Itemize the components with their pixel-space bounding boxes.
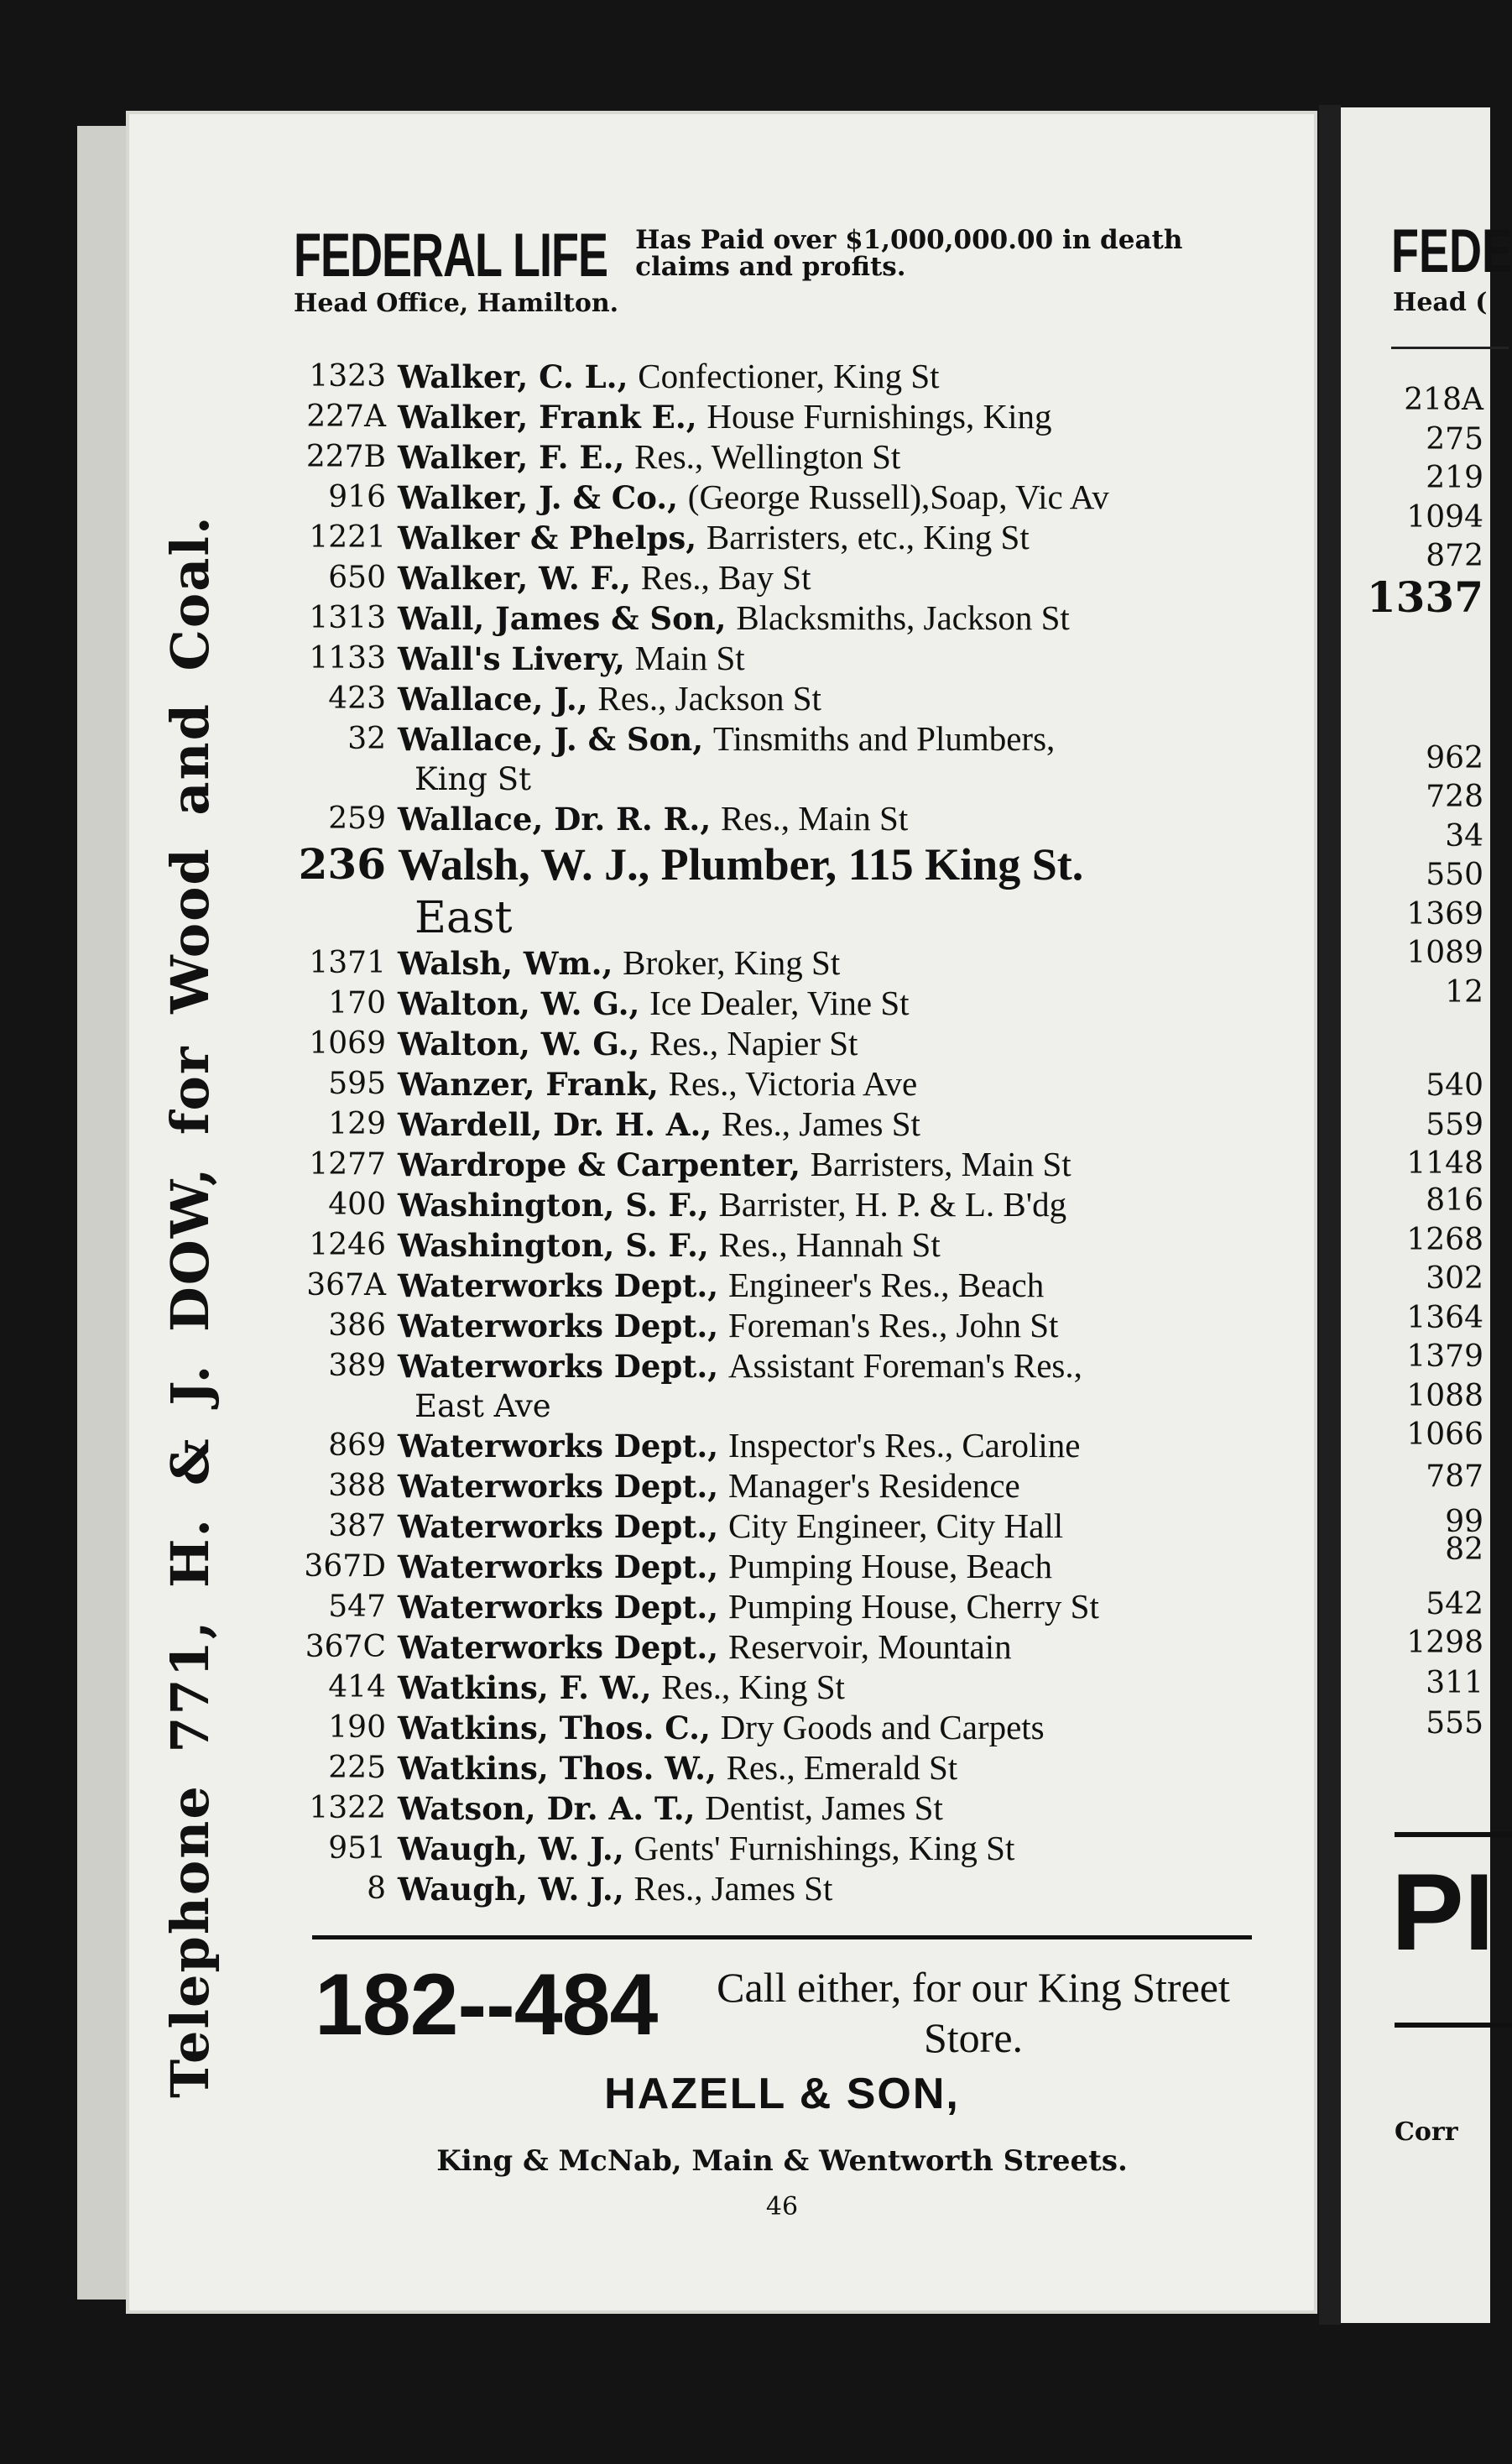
phone-number: 367C [305,1630,386,1664]
entry-description: Broker, King St [623,943,841,982]
entry-body [398,719,1259,799]
phone-number: 225 [328,1751,386,1785]
phone-number: 190 [328,1710,386,1745]
entry-name: Walsh, Wm., [398,945,613,982]
entry-body [398,1024,1259,1064]
directory-entry [260,984,1259,1024]
entry-name: Wanzer, Frank, [398,1066,659,1103]
entry-description: Res., Main St [720,799,909,838]
entry-name: Waugh, W. J., [398,1871,624,1908]
page-edge [77,126,126,2300]
directory-entry [260,839,1259,943]
entry-body [398,598,1259,639]
entry-name: Wallace, J., [398,681,588,718]
entry-body [398,1426,1259,1466]
directory-entry [260,799,1259,839]
directory-entry [260,437,1259,478]
facing-rule [1395,1832,1512,1837]
facing-phone-number: 816 [1426,1183,1483,1218]
entry-body [398,639,1259,679]
facing-corner-fragment: Corr [1395,2117,1458,2147]
entry-name: Walker & Phelps, [398,519,697,556]
phone-number: 547 [328,1590,386,1624]
facing-phone-number: 540 [1426,1068,1483,1103]
entry-description: Res., James St [633,1869,833,1908]
directory-entry [260,1506,1259,1547]
entry-description: Res., King St [661,1668,845,1706]
facing-phone-number: 275 [1426,422,1483,457]
entry-body [398,1145,1259,1185]
entry-body [398,839,1259,943]
facing-phone-number: 1066 [1406,1417,1483,1452]
entry-description: Engineer's Res., Beach [727,1266,1045,1304]
phone-number: 423 [328,681,386,716]
phone-number: 388 [328,1469,386,1503]
entry-description: Res., Jackson St [597,679,821,718]
directory-entry [260,1266,1259,1306]
directory-entry [260,719,1259,799]
facing-head-fragment: Head ( [1393,288,1488,317]
directory-entry [260,1306,1259,1346]
phone-number: 259 [328,801,386,836]
entry-name: Walker, W. F., [398,560,631,597]
facing-phone-number: 1088 [1406,1379,1483,1413]
entry-name: Walton, W. G., [398,1026,640,1062]
facing-phone-number: 219 [1426,461,1483,495]
phone-number: 32 [347,722,386,756]
phone-number: 387 [328,1509,386,1543]
phone-number: 386 [328,1308,386,1343]
entry-description: Pumping House, Cherry St [727,1587,1099,1626]
directory-entry [260,1466,1259,1506]
entry-description: Gents' Furnishings, King St [633,1829,1015,1867]
entry-description: Res., James St [722,1104,920,1143]
phone-number: 1221 [309,520,386,555]
entry-body [398,1587,1259,1627]
facing-phone-number: 542 [1426,1587,1483,1621]
entry-continuation: East Ave [414,1388,551,1424]
entry-description: Tinsmiths and Plumbers, [712,719,1056,758]
entry-description: Res., Wellington St [634,437,901,476]
directory-entry [260,1104,1259,1145]
entry-description: Pumping House, Beach [727,1547,1052,1585]
phone-number: 1133 [309,641,386,676]
entry-body [398,1506,1259,1547]
facing-phone-number: 1379 [1406,1339,1483,1374]
facing-phone-number: 872 [1426,539,1483,573]
phone-number: 1313 [309,601,386,635]
entry-body [398,1829,1259,1869]
page-number: 46 [765,2192,799,2221]
facing-phone-number: 559 [1426,1108,1483,1142]
entry-body [398,1306,1259,1346]
directory-entry [260,1024,1259,1064]
phone-number: 367D [304,1549,386,1584]
entry-body [398,437,1259,478]
facing-phone-number: 1337 [1366,572,1483,622]
entry-description: Dry Goods and Carpets [720,1708,1045,1746]
directory-entry [260,478,1259,518]
entry-description: Ice Dealer, Vine St [649,984,910,1022]
entry-description: Barristers, Main St [810,1145,1071,1183]
federal-life-brand: FEDERAL LIFE [294,222,608,290]
phone-number: 1277 [309,1147,386,1182]
phone-number: 367A [306,1268,386,1302]
facing-phone-number: 82 [1445,1532,1483,1567]
entry-continuation: King St [414,761,531,797]
directory-entry [260,1748,1259,1788]
entry-body [398,799,1259,839]
book-gutter [1319,105,1341,2325]
directory-entry [260,639,1259,679]
directory-entry [260,1064,1259,1104]
entry-continuation: East [414,893,513,943]
phone-number: 1322 [309,1791,386,1825]
directory-entry [260,598,1259,639]
facing-rule [1395,2023,1512,2028]
phone-number: 916 [328,480,386,514]
phone-number: 227A [306,399,386,434]
facing-phone-number: 1148 [1406,1146,1483,1181]
entry-body [398,518,1259,558]
entry-name: Watson, Dr. A. T., [398,1790,696,1827]
phone-number: 1069 [309,1026,386,1061]
facing-rule [1391,347,1509,349]
entry-body [398,1547,1259,1587]
entry-description: Barrister, H. P. & L. B'dg [718,1185,1067,1224]
entry-body [398,1788,1259,1829]
ad-call-text: Call either, for our King Street Store. [717,1964,1230,2061]
directory-entry [260,679,1259,719]
facing-phone-number: 962 [1426,741,1483,775]
entry-description: Dentist, James St [705,1788,943,1827]
entry-description: Foreman's Res., John St [727,1306,1059,1344]
entry-description: Res., Emerald St [726,1748,958,1787]
directory-entry [260,397,1259,437]
directory-entry [260,1145,1259,1185]
federal-life-claim: Has Paid over $1,000,000.00 in death claims and profits. [635,225,1183,282]
entry-name: Walker, J. & Co., [398,479,679,516]
entry-body [398,984,1259,1024]
entry-name: Wall's Livery, [398,640,625,677]
entry-body [398,1466,1259,1506]
entry-description: Res., Napier St [649,1024,858,1062]
phone-number: 389 [328,1349,386,1383]
entry-name: Walker, F. E., [398,439,625,476]
directory-entry [260,1869,1259,1909]
facing-phone-number: 550 [1426,858,1483,892]
side-banner-advert: Telephone 771, H. & J. DOW, for Wood and Coal. [159,514,221,2098]
entry-name: Waterworks Dept., [398,1428,719,1464]
directory-entry [260,1225,1259,1266]
facing-phone-number: 311 [1426,1666,1483,1700]
phone-number: 650 [328,561,386,595]
entry-body [398,1708,1259,1748]
phone-number: 595 [328,1067,386,1101]
phone-number: 1371 [309,946,386,980]
facing-page [1341,107,1512,2323]
phone-number: 129 [328,1107,386,1141]
directory-entry [260,1668,1259,1708]
entry-name: Waterworks Dept., [398,1348,719,1385]
entry-body [398,943,1259,984]
entry-name: Waterworks Dept., [398,1548,719,1585]
entry-name: Wardell, Dr. H. A., [398,1106,712,1143]
entry-name: Waterworks Dept., [398,1589,719,1626]
entry-name: Wardrope & Carpenter, [398,1146,800,1183]
directory-entry [260,357,1259,397]
entry-name: Waterworks Dept., [398,1508,719,1545]
entry-description: Res., Bay St [640,558,811,597]
facing-phone-number: 787 [1426,1459,1483,1494]
phone-number: 414 [328,1670,386,1704]
directory-entry [260,1547,1259,1587]
directory-entry [260,1587,1259,1627]
entry-name: Watkins, Thos. W., [398,1750,717,1787]
directory-entry [260,1708,1259,1748]
facing-phone-number: 34 [1445,819,1483,854]
facing-phone-number: 1268 [1406,1223,1483,1257]
entry-description: Assistant Foreman's Res., [727,1346,1082,1385]
entry-name: Wallace, J. & Son, [398,721,704,758]
entry-name: Waterworks Dept., [398,1308,719,1344]
facing-phone-number: 555 [1426,1706,1483,1741]
entry-body [398,1346,1259,1426]
entry-description: House Furnishings, King [706,397,1052,436]
entry-name: Washington, S. F., [398,1227,709,1264]
facing-phone-number: 1364 [1406,1301,1483,1335]
directory-entry [260,1426,1259,1466]
entry-name: Walsh, W. J., Plumber, 115 King St. [398,839,1084,890]
entry-name: Waterworks Dept., [398,1468,719,1505]
entry-name: Walton, W. G., [398,985,640,1022]
entry-body [398,1627,1259,1668]
facing-phone-number: 728 [1426,780,1483,814]
federal-life-office: Head Office, Hamilton. [294,289,619,318]
entry-name: Watkins, Thos. C., [398,1710,711,1746]
phone-number: 8 [367,1871,386,1906]
entry-body [398,357,1259,397]
phone-number: 400 [328,1188,386,1222]
entry-body [398,1668,1259,1708]
directory-entry [260,943,1259,984]
entry-description: City Engineer, City Hall [727,1506,1064,1545]
directory-entry [260,1788,1259,1829]
directory-entry [260,1829,1259,1869]
directory-entries [260,357,1259,1909]
directory-entry [260,518,1259,558]
phone-number: 951 [328,1831,386,1866]
facing-phone-number: 12 [1445,975,1483,1010]
entry-description: Barristers, etc., King St [706,518,1030,556]
entry-description: Main St [634,639,745,677]
phone-number: 1323 [309,359,386,394]
federal-life-header [294,222,1250,318]
entry-body [398,397,1259,437]
entry-description: Reservoir, Mountain [727,1627,1012,1666]
entry-description: Confectioner, King St [638,357,940,395]
entry-description: Blacksmiths, Jackson St [736,598,1070,637]
facing-phone-number: 99 [1445,1505,1483,1539]
entry-description: Res., Victoria Ave [668,1064,918,1103]
entry-body [398,1225,1259,1266]
ad-firm-name: HAZELL & SON, [604,2070,960,2118]
entry-body [398,1266,1259,1306]
phone-number: 236 [298,839,386,889]
entry-body [398,1104,1259,1145]
facing-phone-number: 1094 [1406,500,1483,535]
phone-number: 869 [328,1428,386,1463]
facing-brand-fragment: FEDE [1391,217,1512,286]
ad-address: King & McNab, Main & Wentworth Streets. [436,2144,1128,2178]
entry-body [398,558,1259,598]
phone-number: 170 [328,986,386,1021]
ad-phone-number: 182--484 [315,1956,658,2054]
entry-name: Washington, S. F., [398,1187,709,1224]
ad-divider [312,1935,1252,1939]
facing-phone-number: 218A [1404,383,1483,417]
entry-name: Waugh, W. J., [398,1830,624,1867]
entry-name: Walker, C. L., [398,358,628,395]
entry-body [398,679,1259,719]
entry-name: Waterworks Dept., [398,1629,719,1666]
entry-name: Wall, James & Son, [398,600,727,637]
directory-entry [260,1185,1259,1225]
facing-phone-number: 1089 [1406,936,1483,970]
entry-name: Watkins, F. W., [398,1669,652,1706]
facing-phone-number: 302 [1426,1261,1483,1296]
entry-name: Waterworks Dept., [398,1267,719,1304]
entry-description: Manager's Residence [727,1466,1020,1505]
entry-name: Walker, Frank E., [398,399,697,436]
entry-body [398,1748,1259,1788]
entry-description: Res., Hannah St [718,1225,941,1264]
entry-description: (George Russell),Soap, Vic Av [687,478,1109,516]
directory-entry [260,558,1259,598]
phone-number: 227B [305,440,386,474]
directory-entry [260,1346,1259,1426]
facing-phone-number: 1298 [1406,1626,1483,1660]
phone-number: 1246 [309,1228,386,1262]
directory-entry [260,1627,1259,1668]
entry-description: Inspector's Res., Caroline [727,1426,1081,1464]
facing-phone-number: 1369 [1406,897,1483,932]
facing-big-fragment: PI [1391,1851,1494,1973]
entry-body [398,1064,1259,1104]
entry-body [398,1869,1259,1909]
entry-body [398,478,1259,518]
entry-body [398,1185,1259,1225]
entry-name: Wallace, Dr. R. R., [398,801,712,838]
